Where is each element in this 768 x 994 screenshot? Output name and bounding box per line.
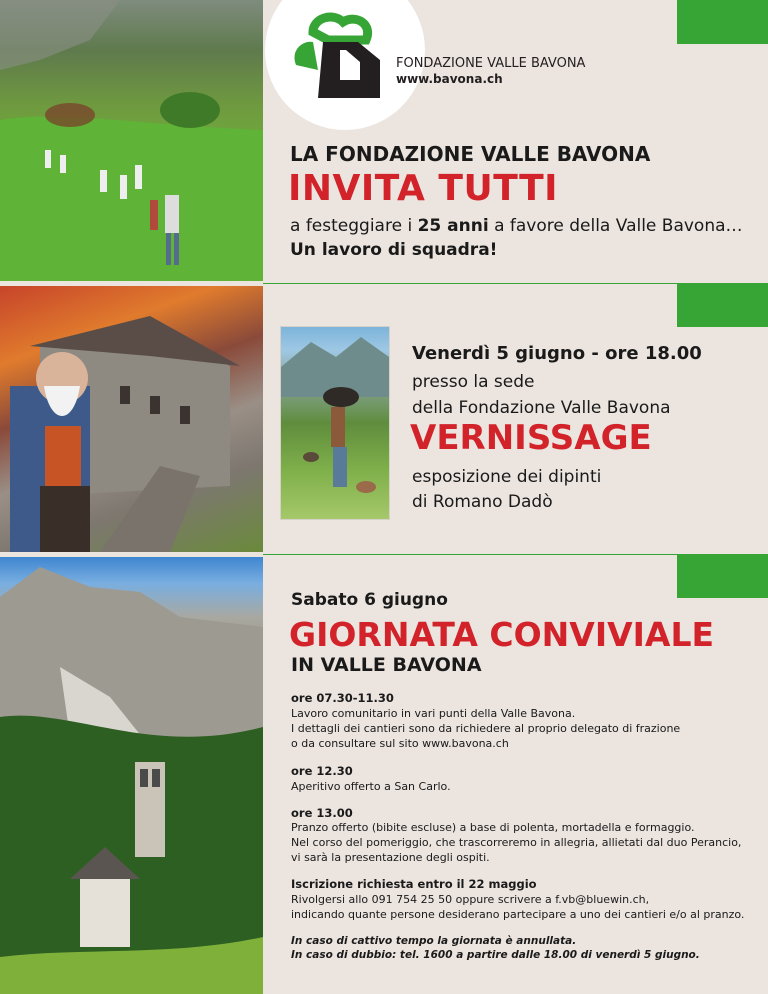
vernissage-desc-2: di Romano Dadò <box>412 492 553 512</box>
schedule-1-line-1: Lavoro comunitario in vari punti della Valle Bavona. <box>291 707 576 720</box>
goat-painting-image <box>280 326 390 520</box>
old-man-painting-photo <box>0 286 263 552</box>
schedule-3-line-3: vi sarà la presentazione degli ospiti. <box>291 851 490 864</box>
hikers-meadow-photo <box>0 0 263 281</box>
website-link[interactable]: www.bavona.ch <box>396 72 503 86</box>
weather-note-1: In caso di cattivo tempo la giornata è annullata. <box>291 935 577 947</box>
org-name: FONDAZIONE VALLE BAVONA <box>396 56 586 71</box>
vernissage-place-1: presso la sede <box>412 372 535 392</box>
giornata-title: GIORNATA CONVIVIALE <box>289 615 715 654</box>
vernissage-title: VERNISSAGE <box>410 418 652 458</box>
giornata-date: Sabato 6 giugno <box>291 590 448 610</box>
schedule-3-line-2: Nel corso del pomeriggio, che trascorreremo in allegria, allietati dal duo Perancio, <box>291 836 742 849</box>
goat-herder-illustration <box>281 327 389 519</box>
schedule-1-line-3: o da consultare sul sito www.bavona.ch <box>291 737 509 750</box>
village-painting-illustration <box>0 286 263 552</box>
green-tab-top <box>677 0 768 44</box>
hikers-illustration <box>0 0 263 281</box>
vernissage-place-2: della Fondazione Valle Bavona <box>412 398 671 418</box>
schedule-1-line-2: I dettagli dei cantieri sono da richiedere al proprio delegato di frazione <box>291 722 681 735</box>
mountain-illustration <box>0 557 263 994</box>
schedule-time-3: ore 13.00 <box>291 806 353 820</box>
schedule-3-line-1: Pranzo offerto (bibite escluse) a base di polenta, mortadella e formaggio. <box>291 821 695 834</box>
schedule-time-2: ore 12.30 <box>291 764 353 778</box>
giornata-subtitle: IN VALLE BAVONA <box>291 654 482 676</box>
weather-note-2: In caso di dubbio: tel. 1600 a partire dalle 18.00 di venerdì 5 giugno. <box>291 949 700 961</box>
registration-line-2: indicando quante persone desiderano partecipare a uno dei cantieri e/o al pranzo. <box>291 908 745 921</box>
schedule-time-1: ore 07.30-11.30 <box>291 691 394 705</box>
invite-line1: LA FONDAZIONE VALLE BAVONA <box>290 142 651 166</box>
vernissage-desc-1: esposizione dei dipinti <box>412 467 602 487</box>
registration-line-1: Rivolgersi allo 091 754 25 50 oppure scrivere a f.vb@bluewin.ch, <box>291 893 650 906</box>
vernissage-date: Venerdì 5 giugno - ore 18.00 <box>412 343 702 364</box>
green-tab-giornata <box>677 554 768 598</box>
schedule-2-line-1: Aperitivo offerto a San Carlo. <box>291 780 451 793</box>
registration-title: Iscrizione richiesta entro il 22 maggio <box>291 877 537 891</box>
invite-text: a festeggiare i 25 anni a favore della Valle Bavona… <box>290 216 743 236</box>
invite-headline: INVITA TUTTI <box>288 168 559 209</box>
invite-tagline: Un lavoro di squadra! <box>290 240 498 260</box>
valley-mountain-photo <box>0 557 263 994</box>
fondazione-logo-icon <box>288 10 388 102</box>
green-tab-vernissage <box>677 283 768 327</box>
